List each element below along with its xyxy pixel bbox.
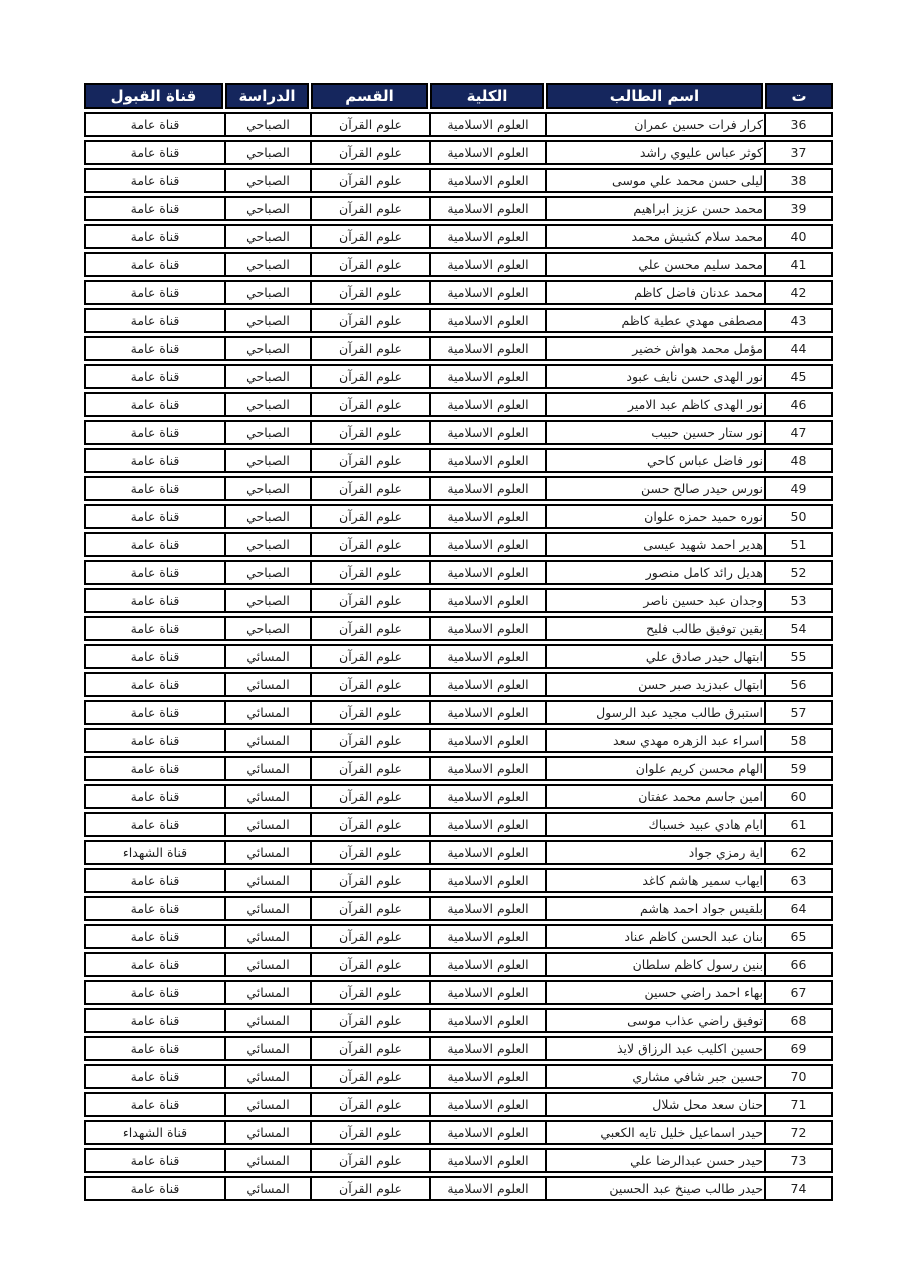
cell-admission-channel: قناة عامة [84, 1064, 224, 1089]
cell-serial: 69 [764, 1036, 833, 1061]
cell-study-type: الصباحي [224, 336, 310, 361]
cell-study-type: الصباحي [224, 364, 310, 389]
table-row [84, 1036, 833, 1061]
cell-admission-channel: قناة الشهداء [84, 840, 224, 865]
cell-admission-channel: قناة عامة [84, 952, 224, 977]
cell-college: العلوم الاسلامية [429, 532, 545, 557]
cell-department: علوم القرآن [310, 756, 429, 781]
table-row [84, 252, 833, 277]
table-row [84, 616, 833, 641]
cell-college: العلوم الاسلامية [429, 280, 545, 305]
cell-admission-channel: قناة عامة [84, 112, 224, 137]
cell-study-type: المسائي [224, 672, 310, 697]
cell-serial: 48 [764, 448, 833, 473]
cell-student-name: حسين جبر شافي مشاري [545, 1064, 764, 1089]
cell-college: العلوم الاسلامية [429, 616, 545, 641]
cell-student-name: نور الهدى حسن نايف عبود [545, 364, 764, 389]
cell-study-type: المسائي [224, 1036, 310, 1061]
cell-serial: 55 [764, 644, 833, 669]
cell-college: العلوم الاسلامية [429, 1176, 545, 1201]
cell-serial: 59 [764, 756, 833, 781]
cell-student-name: استبرق طالب مجيد عبد الرسول [545, 700, 764, 725]
cell-department: علوم القرآن [310, 168, 429, 193]
cell-admission-channel: قناة عامة [84, 672, 224, 697]
cell-study-type: المسائي [224, 1148, 310, 1173]
header-row [84, 83, 833, 109]
cell-student-name: كوثر عباس عليوي راشد [545, 140, 764, 165]
cell-study-type: الصباحي [224, 308, 310, 333]
cell-serial: 50 [764, 504, 833, 529]
cell-college: العلوم الاسلامية [429, 1092, 545, 1117]
col-header-department [310, 83, 429, 109]
cell-student-name: كرار فرات حسين عمران [545, 112, 764, 137]
cell-study-type: المسائي [224, 840, 310, 865]
table-row [84, 924, 833, 949]
cell-college: العلوم الاسلامية [429, 420, 545, 445]
cell-admission-channel: قناة الشهداء [84, 1120, 224, 1145]
table-row [84, 448, 833, 473]
cell-college: العلوم الاسلامية [429, 140, 545, 165]
cell-admission-channel: قناة عامة [84, 280, 224, 305]
cell-study-type: المسائي [224, 728, 310, 753]
cell-study-type: المسائي [224, 924, 310, 949]
cell-department: علوم القرآن [310, 700, 429, 725]
cell-student-name: ابتهال عبدزيد صبر حسن [545, 672, 764, 697]
cell-department: علوم القرآن [310, 840, 429, 865]
cell-admission-channel: قناة عامة [84, 980, 224, 1005]
cell-department: علوم القرآن [310, 728, 429, 753]
cell-college: العلوم الاسلامية [429, 1008, 545, 1033]
cell-serial: 64 [764, 896, 833, 921]
col-header-admission-channel-label: قناة القبول [84, 83, 223, 109]
cell-admission-channel: قناة عامة [84, 644, 224, 669]
cell-department: علوم القرآن [310, 476, 429, 501]
cell-student-name: نور الهدى كاظم عبد الامير [545, 392, 764, 417]
cell-department: علوم القرآن [310, 308, 429, 333]
cell-admission-channel: قناة عامة [84, 924, 224, 949]
cell-study-type: المسائي [224, 1176, 310, 1201]
col-header-student-name [545, 83, 764, 109]
table-row [84, 644, 833, 669]
cell-serial: 51 [764, 532, 833, 557]
cell-serial: 74 [764, 1176, 833, 1201]
cell-study-type: الصباحي [224, 392, 310, 417]
cell-study-type: المسائي [224, 644, 310, 669]
table-row [84, 784, 833, 809]
table-row [84, 868, 833, 893]
cell-department: علوم القرآن [310, 952, 429, 977]
cell-department: علوم القرآن [310, 896, 429, 921]
cell-study-type: المسائي [224, 784, 310, 809]
table-row [84, 280, 833, 305]
cell-admission-channel: قناة عامة [84, 476, 224, 501]
cell-serial: 36 [764, 112, 833, 137]
col-header-study [224, 83, 310, 109]
cell-department: علوم القرآن [310, 252, 429, 277]
cell-serial: 68 [764, 1008, 833, 1033]
student-roster-table [84, 80, 833, 1204]
cell-serial: 66 [764, 952, 833, 977]
cell-department: علوم القرآن [310, 672, 429, 697]
cell-student-name: الهام محسن كريم علوان [545, 756, 764, 781]
cell-study-type: المسائي [224, 1092, 310, 1117]
cell-student-name: ليلى حسن محمد علي موسى [545, 168, 764, 193]
col-header-department-label: القسم [311, 83, 428, 109]
cell-student-name: اية رمزي جواد [545, 840, 764, 865]
cell-admission-channel: قناة عامة [84, 252, 224, 277]
cell-student-name: محمد سلام كشيش محمد [545, 224, 764, 249]
cell-department: علوم القرآن [310, 336, 429, 361]
cell-department: علوم القرآن [310, 1036, 429, 1061]
cell-serial: 63 [764, 868, 833, 893]
cell-study-type: المسائي [224, 1120, 310, 1145]
col-header-study-label: الدراسة [225, 83, 309, 109]
cell-student-name: وجدان عبد حسين ناصر [545, 588, 764, 613]
cell-admission-channel: قناة عامة [84, 448, 224, 473]
col-header-admission-channel [84, 83, 224, 109]
cell-department: علوم القرآن [310, 392, 429, 417]
cell-study-type: الصباحي [224, 280, 310, 305]
cell-study-type: الصباحي [224, 616, 310, 641]
cell-department: علوم القرآن [310, 560, 429, 585]
cell-college: العلوم الاسلامية [429, 504, 545, 529]
col-header-college [429, 83, 545, 109]
cell-department: علوم القرآن [310, 448, 429, 473]
cell-college: العلوم الاسلامية [429, 1036, 545, 1061]
cell-serial: 39 [764, 196, 833, 221]
cell-student-name: حسين اكليب عبد الرزاق لايذ [545, 1036, 764, 1061]
cell-department: علوم القرآن [310, 364, 429, 389]
cell-study-type: المسائي [224, 896, 310, 921]
cell-admission-channel: قناة عامة [84, 140, 224, 165]
table-row [84, 756, 833, 781]
cell-college: العلوم الاسلامية [429, 1120, 545, 1145]
cell-study-type: الصباحي [224, 448, 310, 473]
cell-admission-channel: قناة عامة [84, 392, 224, 417]
table-row [84, 224, 833, 249]
cell-study-type: الصباحي [224, 168, 310, 193]
cell-department: علوم القرآن [310, 924, 429, 949]
col-header-serial-label: ت [765, 83, 833, 109]
cell-admission-channel: قناة عامة [84, 1008, 224, 1033]
col-header-student-name-label: اسم الطالب [546, 83, 763, 109]
table-row [84, 980, 833, 1005]
cell-admission-channel: قناة عامة [84, 1036, 224, 1061]
cell-admission-channel: قناة عامة [84, 812, 224, 837]
cell-student-name: يقين توفيق طالب فليح [545, 616, 764, 641]
cell-admission-channel: قناة عامة [84, 420, 224, 445]
cell-college: العلوم الاسلامية [429, 448, 545, 473]
cell-college: العلوم الاسلامية [429, 756, 545, 781]
table-row [84, 1148, 833, 1173]
cell-college: العلوم الاسلامية [429, 728, 545, 753]
cell-department: علوم القرآن [310, 532, 429, 557]
cell-serial: 49 [764, 476, 833, 501]
cell-study-type: الصباحي [224, 196, 310, 221]
table-body [84, 112, 833, 1201]
cell-college: العلوم الاسلامية [429, 896, 545, 921]
cell-serial: 62 [764, 840, 833, 865]
cell-serial: 44 [764, 336, 833, 361]
table-row [84, 532, 833, 557]
table-row [84, 168, 833, 193]
cell-serial: 38 [764, 168, 833, 193]
table-row [84, 952, 833, 977]
cell-department: علوم القرآن [310, 868, 429, 893]
cell-college: العلوم الاسلامية [429, 168, 545, 193]
table-row [84, 112, 833, 137]
cell-college: العلوم الاسلامية [429, 868, 545, 893]
table-row [84, 700, 833, 725]
cell-study-type: المسائي [224, 980, 310, 1005]
table-row [84, 896, 833, 921]
cell-serial: 57 [764, 700, 833, 725]
cell-admission-channel: قناة عامة [84, 588, 224, 613]
cell-department: علوم القرآن [310, 616, 429, 641]
cell-department: علوم القرآن [310, 1176, 429, 1201]
table-row [84, 140, 833, 165]
cell-study-type: الصباحي [224, 504, 310, 529]
cell-college: العلوم الاسلامية [429, 952, 545, 977]
cell-student-name: محمد حسن عزيز ابراهيم [545, 196, 764, 221]
cell-student-name: امين جاسم محمد عفتان [545, 784, 764, 809]
cell-student-name: ايهاب سمير هاشم كاغد [545, 868, 764, 893]
table-row [84, 1092, 833, 1117]
cell-student-name: مؤمل محمد هواش خضير [545, 336, 764, 361]
cell-serial: 73 [764, 1148, 833, 1173]
cell-admission-channel: قناة عامة [84, 504, 224, 529]
cell-serial: 72 [764, 1120, 833, 1145]
cell-student-name: توفيق راضي عذاب موسى [545, 1008, 764, 1033]
cell-serial: 40 [764, 224, 833, 249]
cell-serial: 58 [764, 728, 833, 753]
cell-college: العلوم الاسلامية [429, 224, 545, 249]
cell-admission-channel: قناة عامة [84, 168, 224, 193]
cell-study-type: المسائي [224, 700, 310, 725]
cell-admission-channel: قناة عامة [84, 896, 224, 921]
cell-student-name: هديل رائد كامل منصور [545, 560, 764, 585]
cell-admission-channel: قناة عامة [84, 1092, 224, 1117]
cell-department: علوم القرآن [310, 1008, 429, 1033]
cell-study-type: المسائي [224, 812, 310, 837]
cell-serial: 47 [764, 420, 833, 445]
table-row [84, 420, 833, 445]
cell-serial: 37 [764, 140, 833, 165]
cell-college: العلوم الاسلامية [429, 364, 545, 389]
cell-college: العلوم الاسلامية [429, 700, 545, 725]
cell-student-name: اسراء عبد الزهره مهدي سعد [545, 728, 764, 753]
cell-serial: 53 [764, 588, 833, 613]
cell-student-name: ايام هادي عبيد خسباك [545, 812, 764, 837]
cell-student-name: هدير احمد شهيد عيسى [545, 532, 764, 557]
col-header-college-label: الكلية [430, 83, 544, 109]
cell-serial: 61 [764, 812, 833, 837]
cell-serial: 54 [764, 616, 833, 641]
cell-department: علوم القرآن [310, 1064, 429, 1089]
cell-student-name: حنان سعد محل شلال [545, 1092, 764, 1117]
cell-serial: 70 [764, 1064, 833, 1089]
cell-admission-channel: قناة عامة [84, 560, 224, 585]
cell-college: العلوم الاسلامية [429, 308, 545, 333]
table-row [84, 672, 833, 697]
table-row [84, 504, 833, 529]
table-row [84, 840, 833, 865]
table-row [84, 588, 833, 613]
cell-student-name: محمد عدنان فاضل كاظم [545, 280, 764, 305]
cell-department: علوم القرآن [310, 1120, 429, 1145]
cell-college: العلوم الاسلامية [429, 336, 545, 361]
cell-department: علوم القرآن [310, 784, 429, 809]
cell-college: العلوم الاسلامية [429, 252, 545, 277]
cell-college: العلوم الاسلامية [429, 924, 545, 949]
cell-student-name: حيدر حسن عبدالرضا علي [545, 1148, 764, 1173]
cell-department: علوم القرآن [310, 504, 429, 529]
cell-department: علوم القرآن [310, 980, 429, 1005]
cell-study-type: الصباحي [224, 420, 310, 445]
table-row [84, 336, 833, 361]
cell-college: العلوم الاسلامية [429, 560, 545, 585]
cell-student-name: بنين رسول كاظم سلطان [545, 952, 764, 977]
cell-study-type: الصباحي [224, 224, 310, 249]
cell-admission-channel: قناة عامة [84, 1176, 224, 1201]
cell-admission-channel: قناة عامة [84, 700, 224, 725]
table-row [84, 560, 833, 585]
cell-study-type: الصباحي [224, 252, 310, 277]
cell-department: علوم القرآن [310, 280, 429, 305]
cell-department: علوم القرآن [310, 224, 429, 249]
cell-study-type: الصباحي [224, 140, 310, 165]
cell-study-type: المسائي [224, 1008, 310, 1033]
cell-study-type: المسائي [224, 756, 310, 781]
cell-serial: 45 [764, 364, 833, 389]
cell-department: علوم القرآن [310, 420, 429, 445]
cell-serial: 43 [764, 308, 833, 333]
table-row [84, 812, 833, 837]
cell-college: العلوم الاسلامية [429, 588, 545, 613]
cell-college: العلوم الاسلامية [429, 840, 545, 865]
cell-admission-channel: قناة عامة [84, 532, 224, 557]
table-row [84, 392, 833, 417]
cell-college: العلوم الاسلامية [429, 1064, 545, 1089]
table-row [84, 308, 833, 333]
cell-study-type: المسائي [224, 868, 310, 893]
table-row [84, 476, 833, 501]
cell-admission-channel: قناة عامة [84, 784, 224, 809]
cell-admission-channel: قناة عامة [84, 308, 224, 333]
cell-student-name: بهاء احمد راضي حسين [545, 980, 764, 1005]
cell-department: علوم القرآن [310, 588, 429, 613]
cell-college: العلوم الاسلامية [429, 644, 545, 669]
cell-college: العلوم الاسلامية [429, 392, 545, 417]
cell-admission-channel: قناة عامة [84, 336, 224, 361]
cell-college: العلوم الاسلامية [429, 812, 545, 837]
cell-student-name: مصطفى مهدي عطية كاظم [545, 308, 764, 333]
cell-student-name: بنان عبد الحسن كاظم عناد [545, 924, 764, 949]
cell-college: العلوم الاسلامية [429, 784, 545, 809]
cell-college: العلوم الاسلامية [429, 672, 545, 697]
table-row [84, 1064, 833, 1089]
cell-college: العلوم الاسلامية [429, 980, 545, 1005]
table-row [84, 196, 833, 221]
cell-student-name: حيدر اسماعيل خليل تايه الكعبي [545, 1120, 764, 1145]
cell-student-name: محمد سليم محسن علي [545, 252, 764, 277]
cell-department: علوم القرآن [310, 1092, 429, 1117]
cell-serial: 46 [764, 392, 833, 417]
cell-serial: 52 [764, 560, 833, 585]
cell-study-type: المسائي [224, 1064, 310, 1089]
cell-study-type: الصباحي [224, 112, 310, 137]
cell-student-name: ابتهال حيدر صادق علي [545, 644, 764, 669]
cell-student-name: بلقيس جواد احمد هاشم [545, 896, 764, 921]
table-row [84, 1008, 833, 1033]
cell-admission-channel: قناة عامة [84, 224, 224, 249]
cell-student-name: نور فاضل عباس كاحي [545, 448, 764, 473]
cell-department: علوم القرآن [310, 140, 429, 165]
cell-college: العلوم الاسلامية [429, 196, 545, 221]
cell-department: علوم القرآن [310, 112, 429, 137]
cell-study-type: الصباحي [224, 560, 310, 585]
cell-college: العلوم الاسلامية [429, 476, 545, 501]
cell-department: علوم القرآن [310, 196, 429, 221]
cell-student-name: حيدر طالب صينخ عبد الحسين [545, 1176, 764, 1201]
table-row [84, 1176, 833, 1201]
cell-admission-channel: قناة عامة [84, 196, 224, 221]
cell-student-name: نوره حميد حمزه علوان [545, 504, 764, 529]
cell-serial: 41 [764, 252, 833, 277]
cell-admission-channel: قناة عامة [84, 616, 224, 641]
cell-study-type: الصباحي [224, 476, 310, 501]
cell-serial: 56 [764, 672, 833, 697]
cell-serial: 65 [764, 924, 833, 949]
cell-study-type: المسائي [224, 952, 310, 977]
cell-serial: 60 [764, 784, 833, 809]
cell-department: علوم القرآن [310, 644, 429, 669]
cell-admission-channel: قناة عامة [84, 728, 224, 753]
cell-serial: 67 [764, 980, 833, 1005]
table-row [84, 1120, 833, 1145]
col-header-serial [764, 83, 833, 109]
cell-admission-channel: قناة عامة [84, 364, 224, 389]
cell-study-type: الصباحي [224, 588, 310, 613]
cell-college: العلوم الاسلامية [429, 1148, 545, 1173]
cell-serial: 71 [764, 1092, 833, 1117]
cell-department: علوم القرآن [310, 812, 429, 837]
table-row [84, 728, 833, 753]
cell-college: العلوم الاسلامية [429, 112, 545, 137]
cell-serial: 42 [764, 280, 833, 305]
cell-admission-channel: قناة عامة [84, 756, 224, 781]
cell-admission-channel: قناة عامة [84, 868, 224, 893]
cell-study-type: الصباحي [224, 532, 310, 557]
cell-student-name: نورس حيدر صالح حسن [545, 476, 764, 501]
table-row [84, 364, 833, 389]
cell-department: علوم القرآن [310, 1148, 429, 1173]
cell-admission-channel: قناة عامة [84, 1148, 224, 1173]
cell-student-name: نور ستار حسين حبيب [545, 420, 764, 445]
